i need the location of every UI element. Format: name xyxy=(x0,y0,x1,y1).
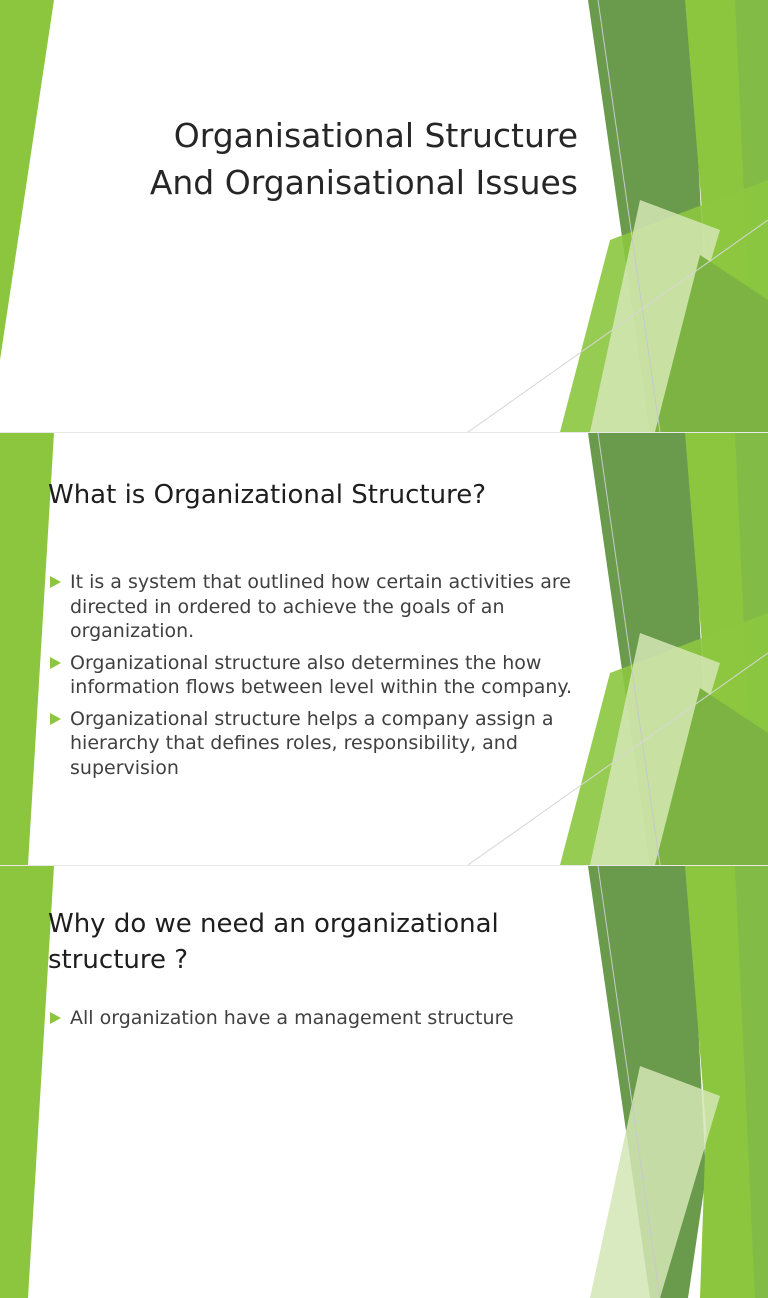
bullet-arrow-icon xyxy=(50,576,61,588)
bullet-list xyxy=(48,570,588,787)
bullet-list xyxy=(48,1006,588,1038)
bullet-text: Organizational structure helps a company assign a hierarchy that defines roles, responsibility, and supervision xyxy=(70,707,554,779)
slide-title: Why do we need an organizational structure ? xyxy=(48,909,499,975)
bullet-arrow-icon xyxy=(50,657,61,669)
bullet-item xyxy=(48,570,588,644)
bullet-text: It is a system that outlined how certain activities are directed in ordered to achieve the goals of an organization. xyxy=(70,571,571,642)
title-line-1: Organisational Structure xyxy=(173,116,578,155)
slide-2 xyxy=(0,433,768,865)
slide-title: What is Organizational Structure? xyxy=(48,480,487,510)
bullet-text: Organizational structure also determines the how information flows between level within the company. xyxy=(70,651,572,698)
bullet-arrow-icon xyxy=(50,1012,61,1024)
bullet-item xyxy=(48,651,588,700)
bullet-item xyxy=(48,1006,588,1031)
slide-1 xyxy=(0,0,768,432)
bullet-item xyxy=(48,707,588,781)
slide-3 xyxy=(0,866,768,1298)
title-line-2: And Organisational Issues xyxy=(149,163,578,202)
bullet-arrow-icon xyxy=(50,713,61,725)
presentation-title xyxy=(118,112,578,206)
green-facet-decoration xyxy=(0,0,768,432)
bullet-text: All organization have a management structure xyxy=(70,1007,514,1029)
